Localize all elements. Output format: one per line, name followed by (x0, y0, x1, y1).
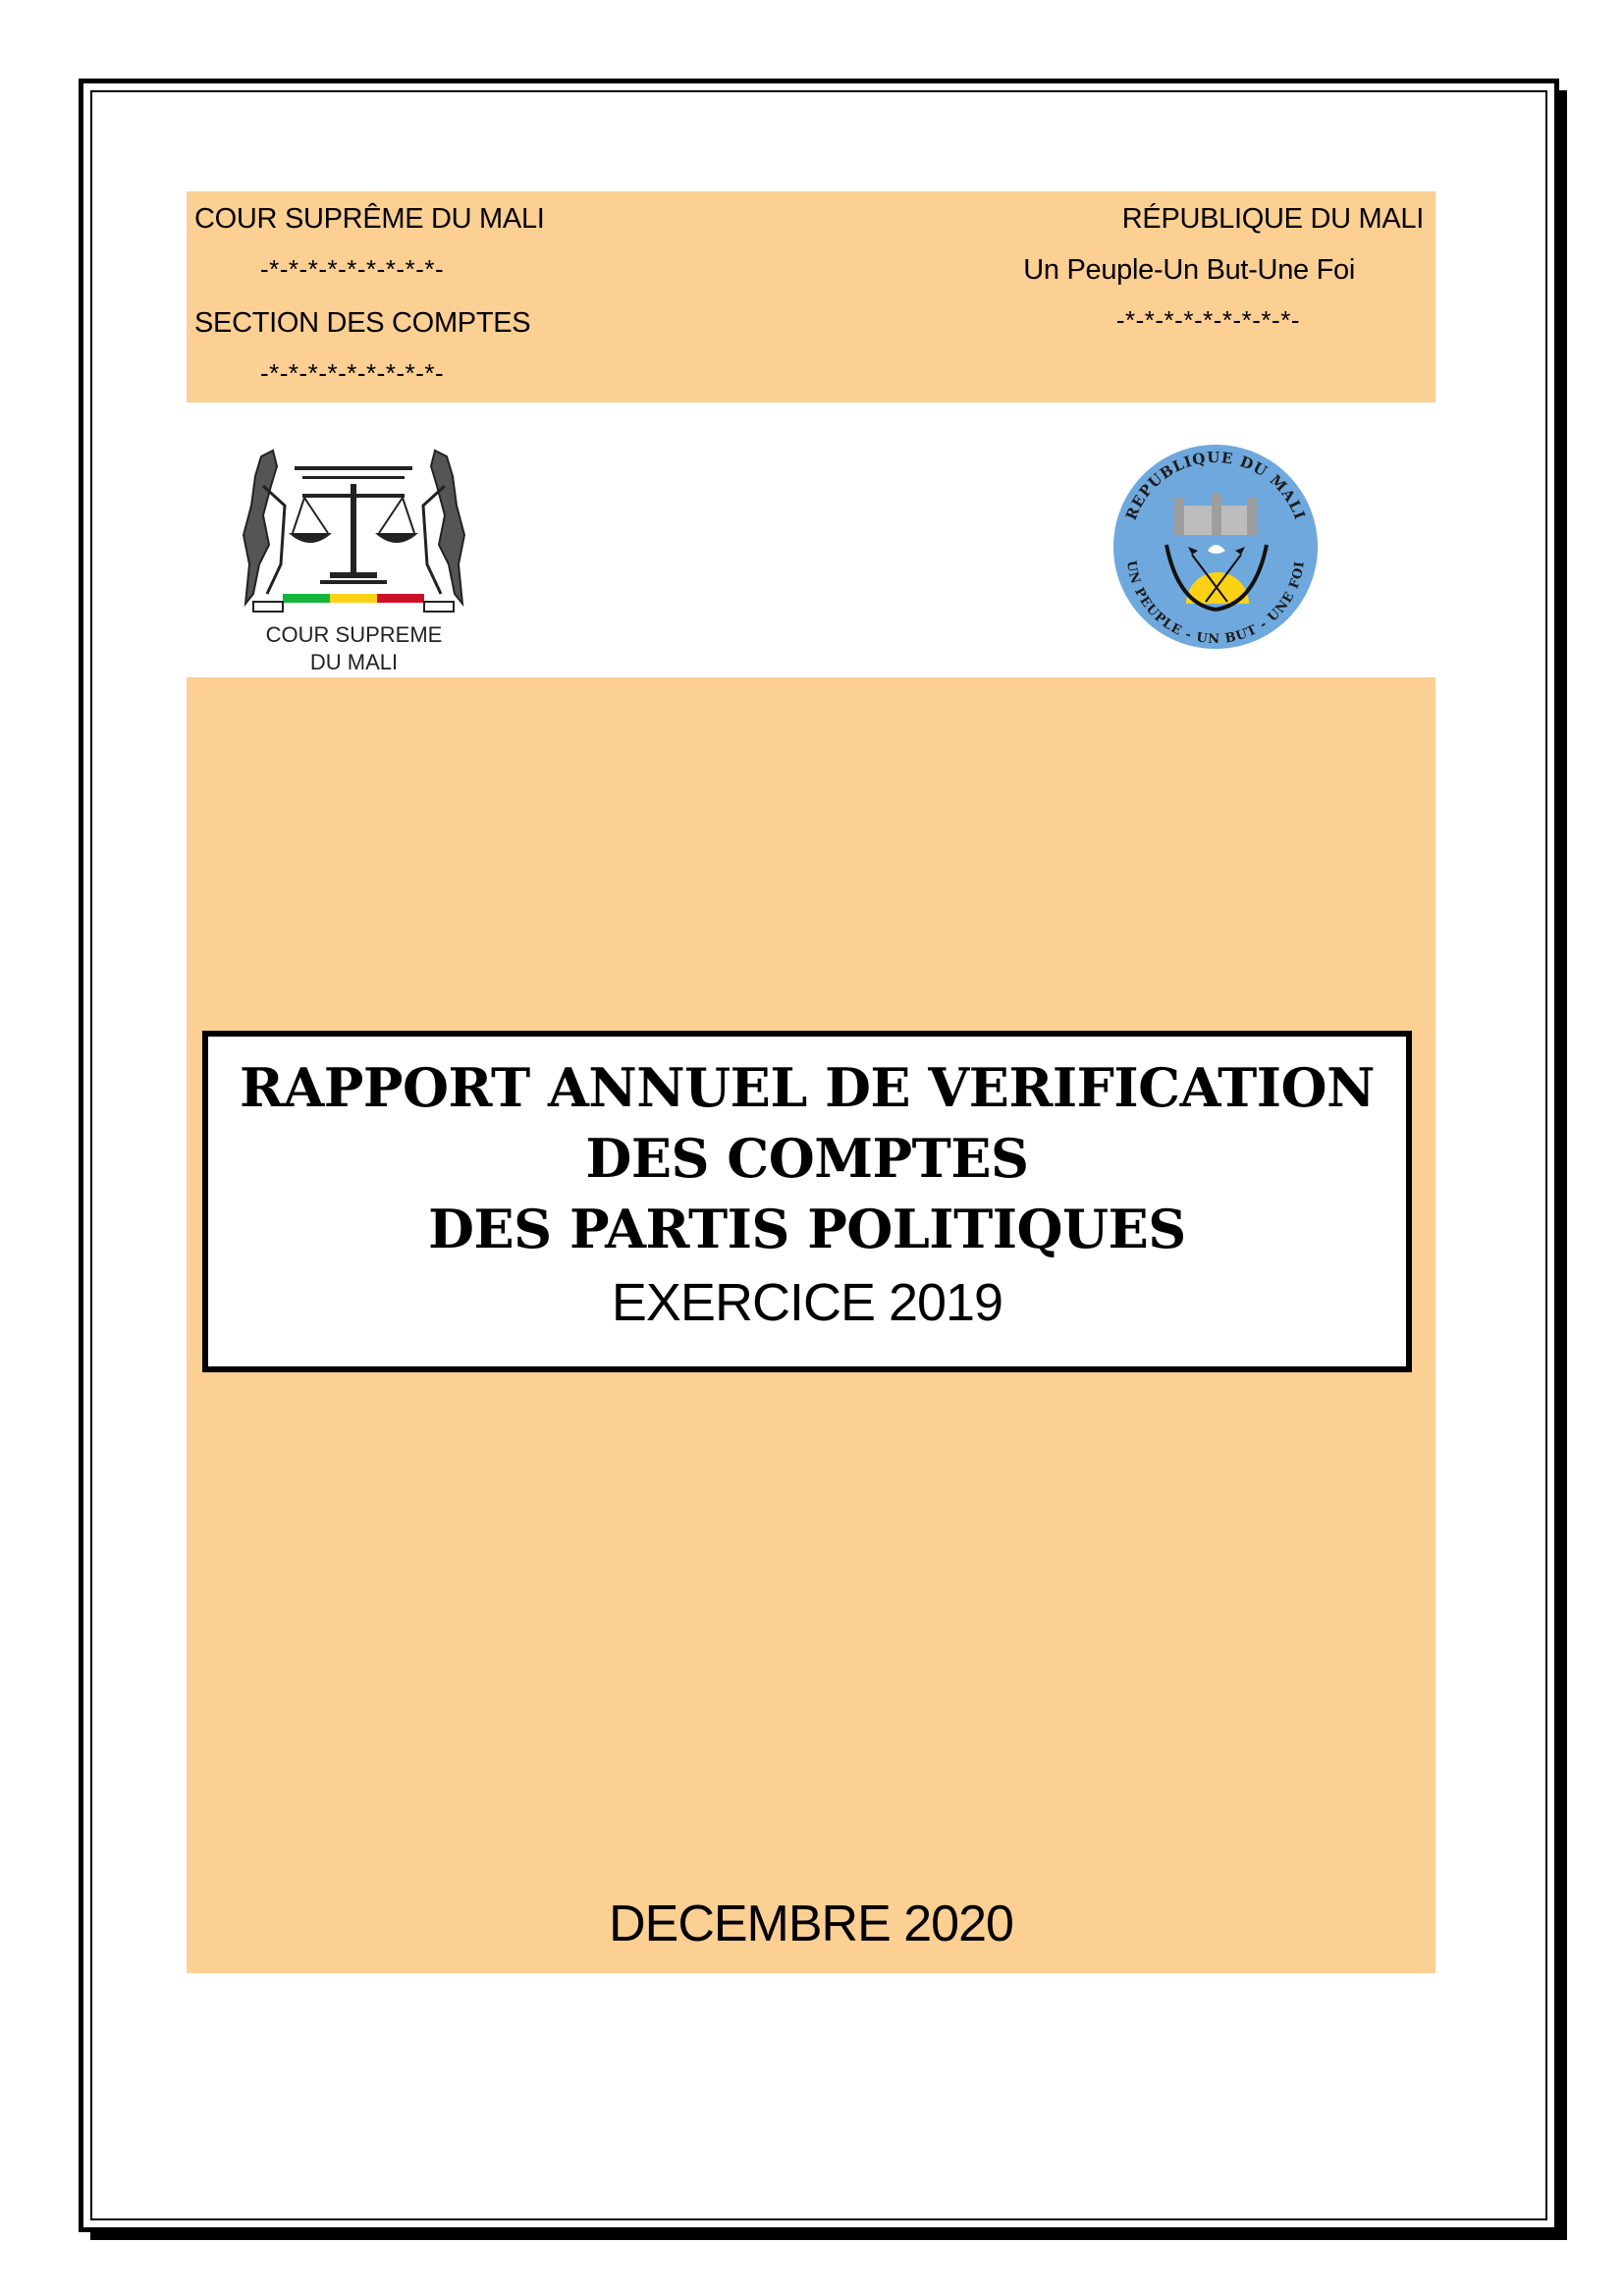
report-date: DECEMBRE 2020 (609, 1896, 1013, 1952)
left-separator-1: -*-*-*-*-*-*-*-*-*- (260, 254, 445, 284)
left-section: SECTION DES COMPTES (194, 307, 531, 339)
title-box (202, 1031, 1412, 1372)
seal-bottom-text: UN PEUPLE - UN BUT - UNE FOI (1123, 560, 1308, 648)
right-separator: -*-*-*-*-*-*-*-*-*- (1115, 305, 1300, 335)
title-line-3: DES PARTIS POLITIQUES (428, 1198, 1186, 1260)
seal-top-text: REPUBLIQUE DU MALI (1121, 448, 1310, 523)
title-line-2: DES COMPTES (585, 1127, 1029, 1190)
logo-label-line-2: DU MALI (309, 650, 399, 674)
header-band (187, 191, 1435, 402)
logo-label-line-1: COUR SUPREME (265, 622, 443, 647)
left-separator-2: -*-*-*-*-*-*-*-*-*- (260, 358, 445, 388)
exercise-year: EXERCICE 2019 (611, 1273, 1003, 1332)
left-institution: COUR SUPRÊME DU MALI (194, 203, 545, 235)
title-line-1: RAPPORT ANNUEL DE VERIFICATION (240, 1056, 1375, 1119)
right-motto: Un Peuple-Un But-Une Foi (1023, 254, 1355, 286)
right-country: RÉPUBLIQUE DU MALI (1121, 203, 1424, 235)
republic-seal-icon (1110, 437, 1321, 653)
main-band (187, 677, 1435, 1973)
cour-supreme-logo (234, 447, 474, 682)
scales-of-justice-icon (234, 447, 474, 618)
